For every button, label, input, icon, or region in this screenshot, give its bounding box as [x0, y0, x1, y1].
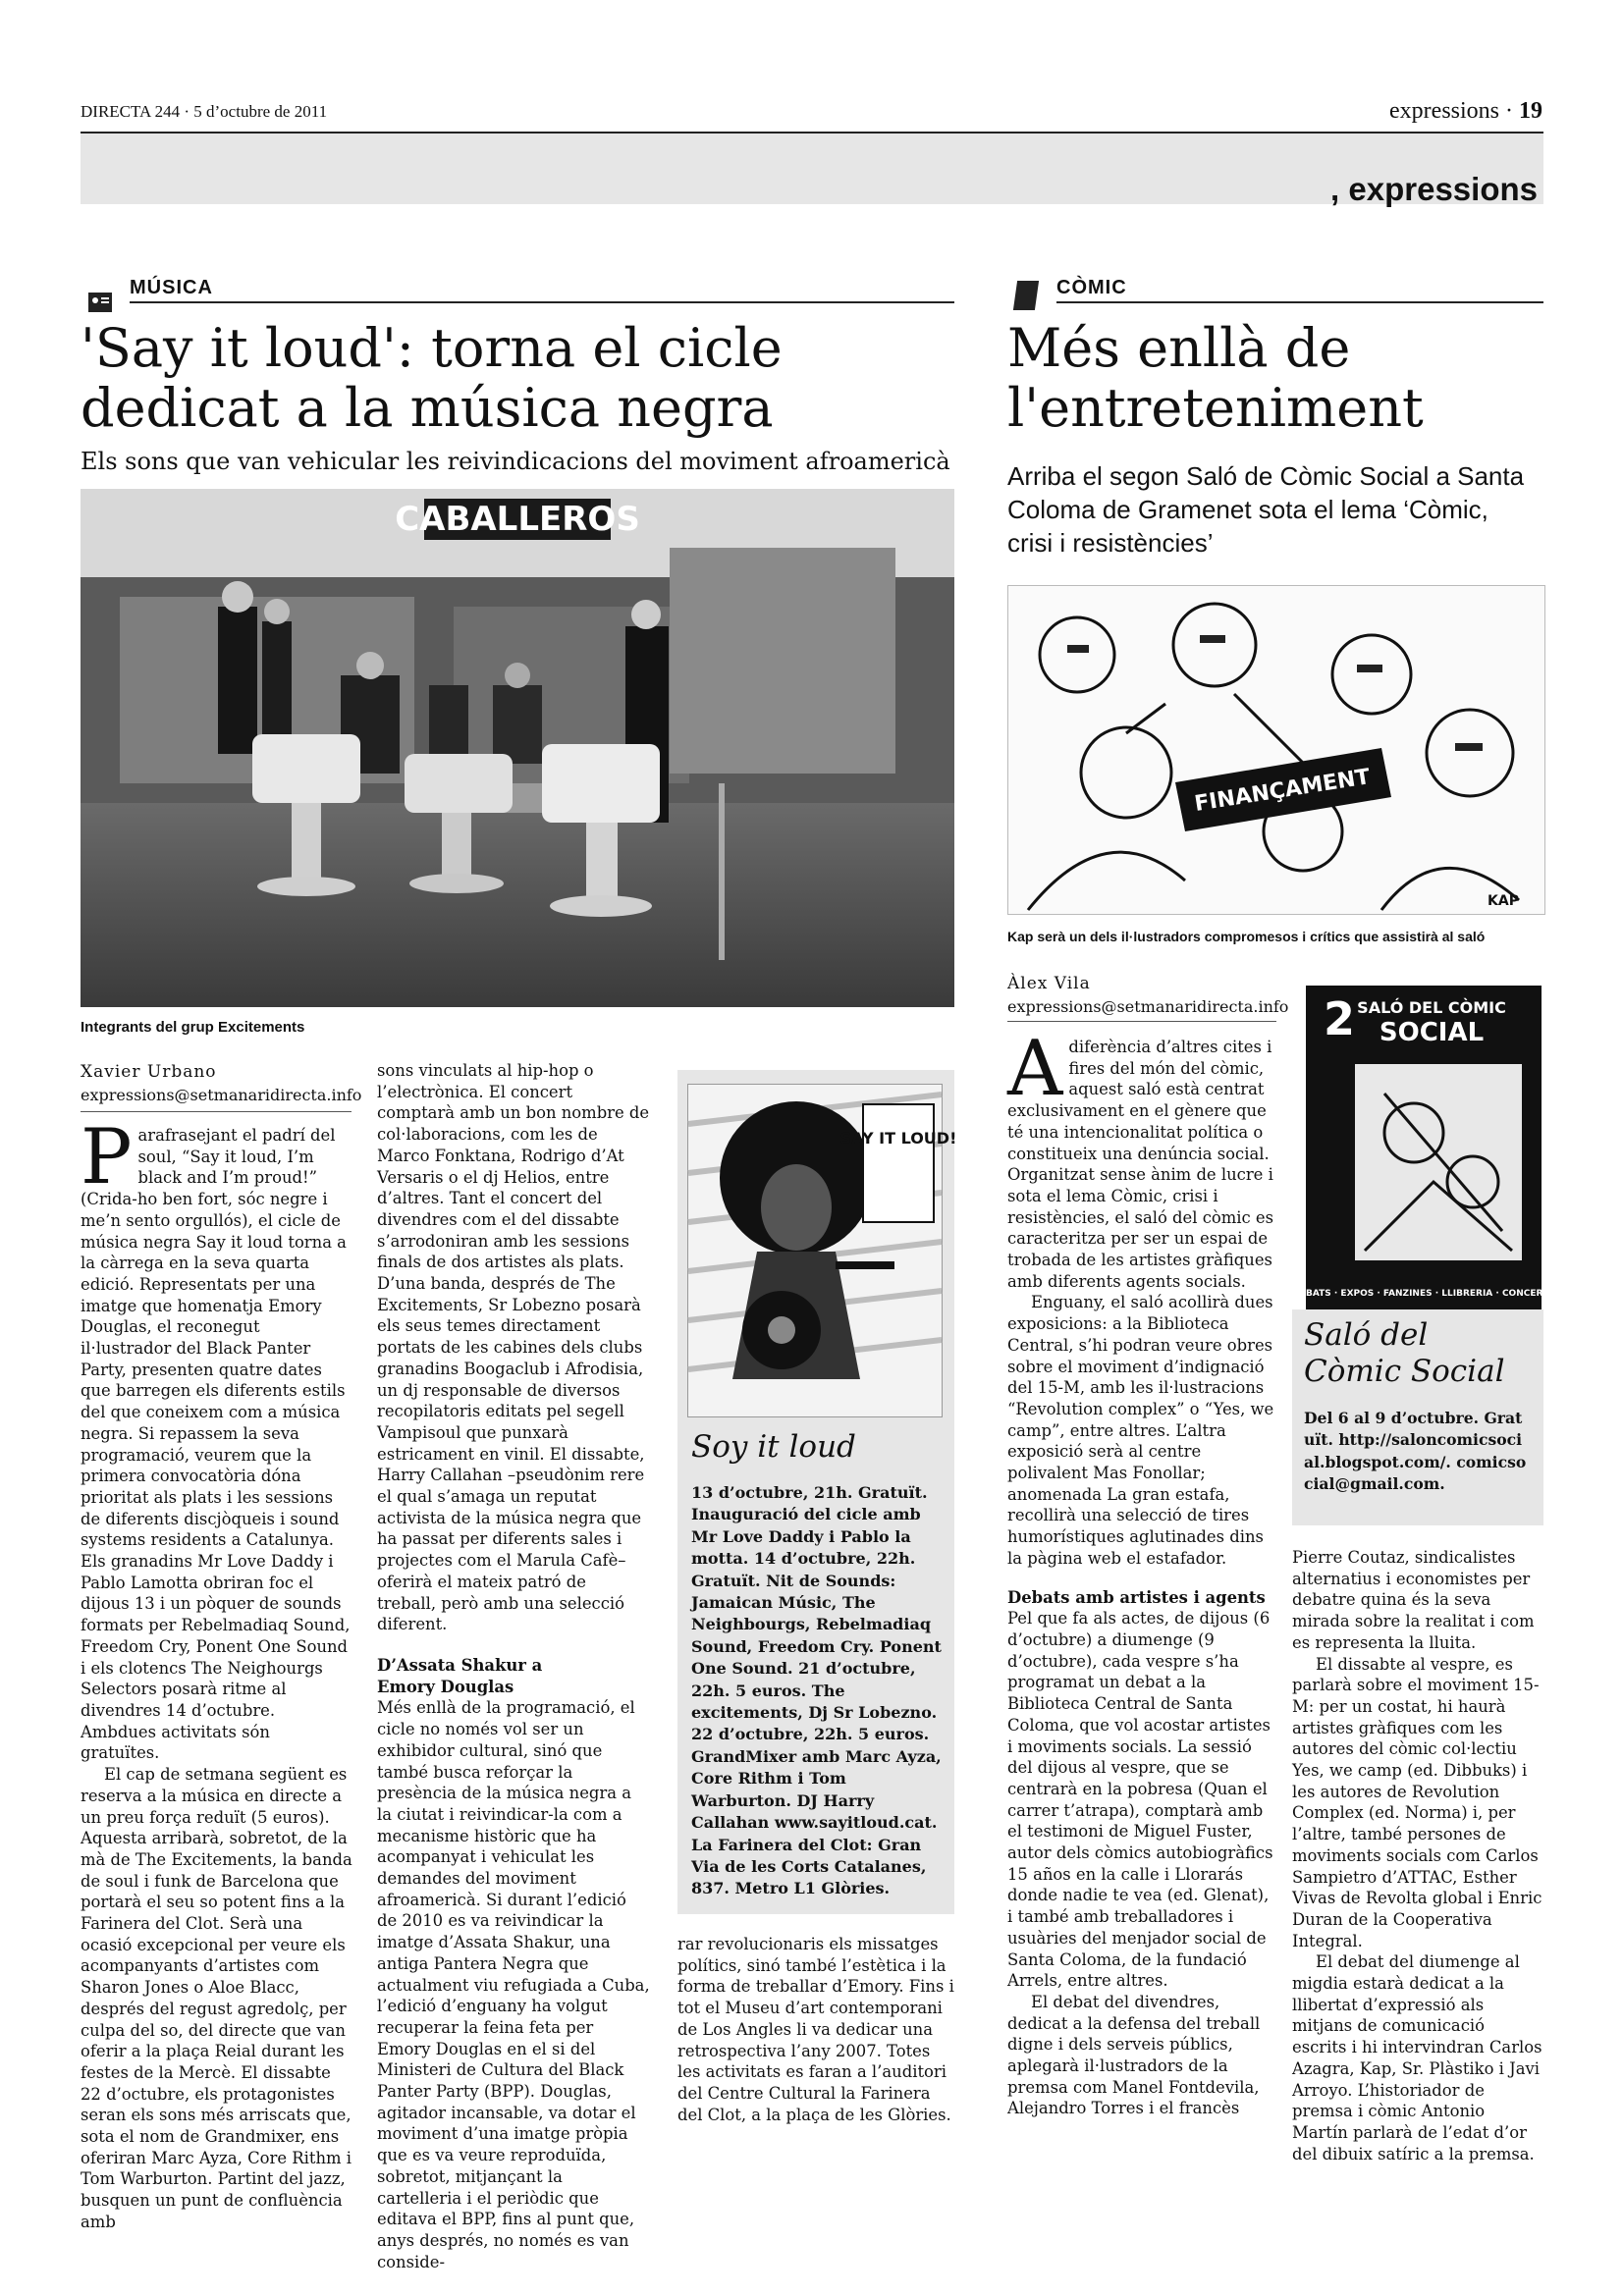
book-icon [1013, 281, 1039, 310]
photo-excitements [81, 489, 954, 1007]
section-name: expressions [1389, 98, 1499, 124]
byline-comic [1007, 972, 1289, 1019]
music-subhead: D’Assata Shakur a Emory Douglas [377, 1655, 543, 1696]
caption-excitements: Integrants del grup Excitements [81, 1019, 305, 1036]
issue-date: DIRECTA 244 · 5 d’octubre de 2011 [81, 102, 328, 121]
salo-poster-illustration [1292, 986, 1555, 1309]
poster-number: 2 [1324, 992, 1356, 1045]
comic-paragraph: El debat del divendres, dedicat a la defensa del treball digne i dels serveis públics, aplegarà il·lustradors de la premsa com Manel Fontdevila, Alejandro Torres i el francès [1007, 1992, 1261, 2118]
byline-rule [81, 1111, 352, 1112]
subhead-comic: Arriba el segon Saló de Còmic Social a Santa Coloma de Gramenet sota el lema ‘Còmic, crisi i resistències’ [1007, 461, 1525, 558]
sidebar-title-salo [1304, 1317, 1504, 1390]
poster-salo-comic [1292, 986, 1555, 1309]
author-email: expressions@setmanaridirecta.info [81, 1086, 362, 1104]
page-folio: expressions · 19 [1389, 98, 1542, 124]
headline-comic-line1: Més enllà de [1007, 317, 1351, 379]
sidebar-title-line1: Saló del [1304, 1317, 1429, 1353]
dropcap-p: P [81, 1113, 133, 1201]
section-band-label: , expressions [1330, 171, 1538, 207]
sidebar-title-line2: Còmic Social [1304, 1354, 1505, 1389]
kicker-musica: MÚSICA [130, 277, 954, 303]
poster-title-line2: SOCIAL [1379, 1018, 1485, 1047]
headline-music-line1: 'Say it loud': torna el cicle [81, 317, 783, 379]
author-email: expressions@setmanaridirecta.info [1007, 997, 1289, 1016]
byline-rule [1007, 1021, 1276, 1022]
sidebar-text-say-it-loud: 13 d’octubre, 21h. Gratuït. Inauguració del cicle amb Mr Love Daddy i Pablo la motta. 14 d’octubre, 22h. Gratuït. Nit de Sounds: Jamaican Músic, The Neighbourgs, Rebelmadiaq Sound, Freedom Cry. Ponent One Sound. 21 d’octubre, 22h. 5 euros. The excitements, Dj Sr Lobezno. 22 d’octubre, 22h. 5 euros. GrandMixer amb Marc Ayza, Core Rithm i Tom Warburton. DJ Harry Callahan www.sayitloud.cat. La Farinera del Clot: Gran Via de les Corts Catalanes, 837. Metro L1 Glòries. [691, 1483, 942, 1898]
author-name: Xavier Urbano [81, 1062, 217, 1082]
poster-say-it-loud-text: SAY IT LOUD! [839, 1129, 957, 1148]
sidebar-title-say-it-loud: Soy it loud [691, 1429, 856, 1465]
headline-music-line2: dedicat a la música negra [81, 377, 774, 439]
poster-title-line1: SALÓ DEL CÒMIC [1357, 998, 1506, 1017]
comic-subhead: Debats amb artistes i agents [1007, 1587, 1266, 1607]
cartoon-kap [1007, 585, 1545, 915]
radio-icon [88, 293, 112, 312]
afro-poster-illustration [688, 1085, 957, 1416]
sidebar-salo-comic [1292, 1309, 1543, 1525]
comic-column-1 [1007, 1025, 1278, 2119]
headline-music [81, 318, 984, 438]
page-number: 19 [1519, 98, 1542, 124]
byline-music [81, 1060, 362, 1107]
barbershop-photo [81, 489, 954, 1007]
music-column-3 [677, 1934, 954, 2125]
music-paragraph: El cap de setmana següent es reserva a la música en directe a un preu força reduït (5 euros). Aquesta arribarà, sobretot, de la mà de The Excitements, la banda de soul i funk de Barcelona que portarà el seu so potent fins a la Farinera del Clot. Serà una ocasió excepcional per veure els acompanyants d’artistes com Sharon Jones o Aloe Blacc, després del regust agredolç, per culpa del so, del directe que van oferir a la plaça Reial durant les festes de la Mercè. El dissabte 22 d’octubre, els protagonistes seran els sons més arriscats que, sota el nom de Grandmixer, ens oferiran Marc Ayza, Core Rithm i Tom Warburton. Partint del jazz, busquen un punt de confluència amb [81, 1765, 352, 2231]
author-name: Àlex Vila [1007, 974, 1091, 993]
music-paragraph: Més enllà de la programació, el cicle no només vol ser un exhibidor cultural, sinó que també busca reforçar la presència de la música negra a la ciutat i reivindicar-la com a mecanisme històric que ha acompanyat i vehiculat les demandes del moviment afroamericà. Si durant l’edició de 2010 es va reivindicar la imatge d’Assata Shakur, una antiga Pantera Negra que actualment viu refugiada a Cuba, l’edició d’enguany ha volgut recuperar la feina feta per Emory Douglas en el si del Ministeri de Cultura del Black Panter Party (BPP). Douglas, agitador incansable, va dotar el moviment d’una imatge pròpia que es va veure reproduïda, sobretot, mitjançant la cartelleria i el periòdic que editava el BPP, fins al punt que, anys després, no només es van conside- [377, 1698, 650, 2271]
subhead-music: Els sons que van vehicular les reivindicacions del moviment afroamericà [81, 448, 950, 475]
music-column-1 [81, 1113, 353, 2233]
comic-column-2 [1292, 1547, 1543, 2164]
headline-comic-line2: l'entreteniment [1007, 377, 1424, 439]
kicker-comic: CÒMIC [1056, 277, 1543, 303]
sidebar-say-it-loud [677, 1070, 957, 1914]
comic-paragraph: Pierre Coutaz, sindicalistes alternatius i economistes per debatre quina és la seva mirada sobre la realitat i com es representa la lluita. [1292, 1548, 1535, 1652]
caption-kap: Kap serà un dels il·lustradors compromesos i crítics que assistirà al saló [1007, 929, 1486, 944]
sidebar-text-salo: Del 6 al 9 d’octubre. Gratuït. http://saloncomicsocial.blogspot.com/. comicsocial@gmail.com. [1304, 1409, 1527, 1494]
caballeros-sign: CABALLEROS [395, 500, 640, 539]
cartoon-banner-text: FINANÇAMENT [1192, 765, 1373, 818]
comic-paragraph: diferència d’altres cites i fires del món del còmic, aquest saló està centrat exclusivament en el gènere que té una intencionalitat política o constitueix una denúncia social. Organitzat sense ànim de lucre i sota el lema Còmic, crisi i resistències, el saló del còmic es caracteritza per ser un espai de trobada de les artistes gràfiques amb diferents agents socials. [1007, 1038, 1274, 1291]
cartoon-illustration [1008, 586, 1544, 914]
comic-paragraph: El dissabte al vespre, es parlarà sobre el moviment 15-M: per un costat, hi haurà artistes gràfiques com les autores del còmic col·lectiu Yes, we camp (ed. Dibbuks) i les autores de Revolution Complex (ed. Norma) i, per l’altre, també persones de moviments socials com Carlos Sampietro d’ATTAC, Esther Vivas de Revolta global i Enric Duran de la Cooperativa Integral. [1292, 1654, 1542, 1950]
comic-paragraph: El debat del diumenge al migdia estarà dedicat a la llibertat d’expressió als mitjans de comunicació escrits i hi intervindran Carlos Azagra, Kap, Sr. Plàstiko i Javi Arroyo. L’historiador de premsa i còmic Antonio Martín parlarà de l’edat d’or del dibuix satíric a la premsa. [1292, 1952, 1542, 2163]
dropcap-a: A [1007, 1025, 1063, 1113]
poster-say-it-loud [687, 1084, 957, 1417]
cartoon-signature: KAP [1488, 893, 1519, 909]
music-column-2 [377, 1060, 650, 2272]
music-paragraph: arafrasejant el padrí del soul, “Say it loud, I’m black and I’m proud!” (Crida-ho ben fort, sóc negre i me’n sento orgullós), el cicle de música negra Say it loud torna a la càrrega en la seva quarta edició. Representats per una imatge que homenatja Emory Douglas, el reconegut il·lustrador del Black Panter Party, presenten quatre dates que barregen els diferents estils del que coneixem com a música negra. Si repassem la seva programació, veurem que la primera convocatòria dóna prioritat als plats i les sessions de diferents discjòqueis i sound systems residents a Catalunya. Els granadins Mr Love Daddy i Pablo Lamotta obriran foc el dijous 13 i un pòquer de sounds formats per Rebelmadiaq Sound, Freedom Cry, Ponent One Sound i els clotencs The Neighourgs Selectors posarà ritme al divendres 14 d’octubre. Ambdues activitats són gratuïtes. [81, 1126, 351, 1763]
section-band [81, 133, 1543, 207]
music-paragraph: sons vinculats al hip-hop o l’electrònica. El concert comptarà amb un bon nombre de col·laboracions, com les de Marco Fonktana, Rodrigo d’At Versaris o el dj Helios, entre d’altres. Tant el concert del divendres com el del dissabte s’arrodoniran amb les sessions finals de dos artistes als plats. D’una banda, després de The Excitements, Sr Lobezno posarà els seus temes directament portats de les cabines dels clubs granadins Boogaclub i Afrodisia, un dj responsable de diversos recopilatoris editats pel segell Vampisoul que punxarà estricament en vinil. El dissabte, Harry Callahan –pseudònim rere el qual s’amaga un reputat activista de la música negra que ha passat per diferents sales i projectes com el Marula Cafè– oferirà el mateix patró de treball, però amb una selecció diferent. [377, 1061, 650, 1634]
headline-comic [1007, 318, 1557, 438]
music-paragraph: rar revolucionaris els missatges polítics, sinó també l’estètica i la forma de treballar d’Emory. Fins i tot el Museu d’art contemporani de Los Angles li va dedicar una retrospectiva l’any 2007. Totes les activitats es faran a l’auditori del Centre Cultural la Farinera del Clot, a la plaça de les Glòries. [677, 1935, 954, 2124]
comic-paragraph: Enguany, el saló acollirà dues exposicions: a la Biblioteca Central, s’hi podran veure obres sobre el moviment d’indignació del 15-M, amb les il·lustracions “Revolution complex” o “Yes, we camp”, entre altres. L’altra exposició serà al centre polivalent Mas Fonollar; anomenada La gran estafa, recollirà una selecció de tires humorístiques aglutinades dins la pàgina web el estafador. [1007, 1293, 1274, 1568]
comic-paragraph: Pel que fa als actes, de dijous (6 d’octubre) a diumenge (9 d’octubre), cada vespre s’ha programat un debat a la Biblioteca Central de Santa Coloma, que vol acostar artistes i moviments socials. La sessió del dijous al vespre, que se centrarà en la pobresa (Quan el carrer t’atrapa), comptarà amb el testimoni de Miguel Fuster, autor dels còmics autobiogràfics 15 años en la calle i Llorarás donde nadie te vea (ed. Glenat), i també amb treballadores i usuàries del menjador social de Santa Coloma, de la fundació Arrels, entre altres. [1007, 1609, 1273, 1991]
poster-footer: DEBATS · EXPOS · FANZINES · LLIBRERIA · CONCERTS [1292, 1289, 1555, 1299]
